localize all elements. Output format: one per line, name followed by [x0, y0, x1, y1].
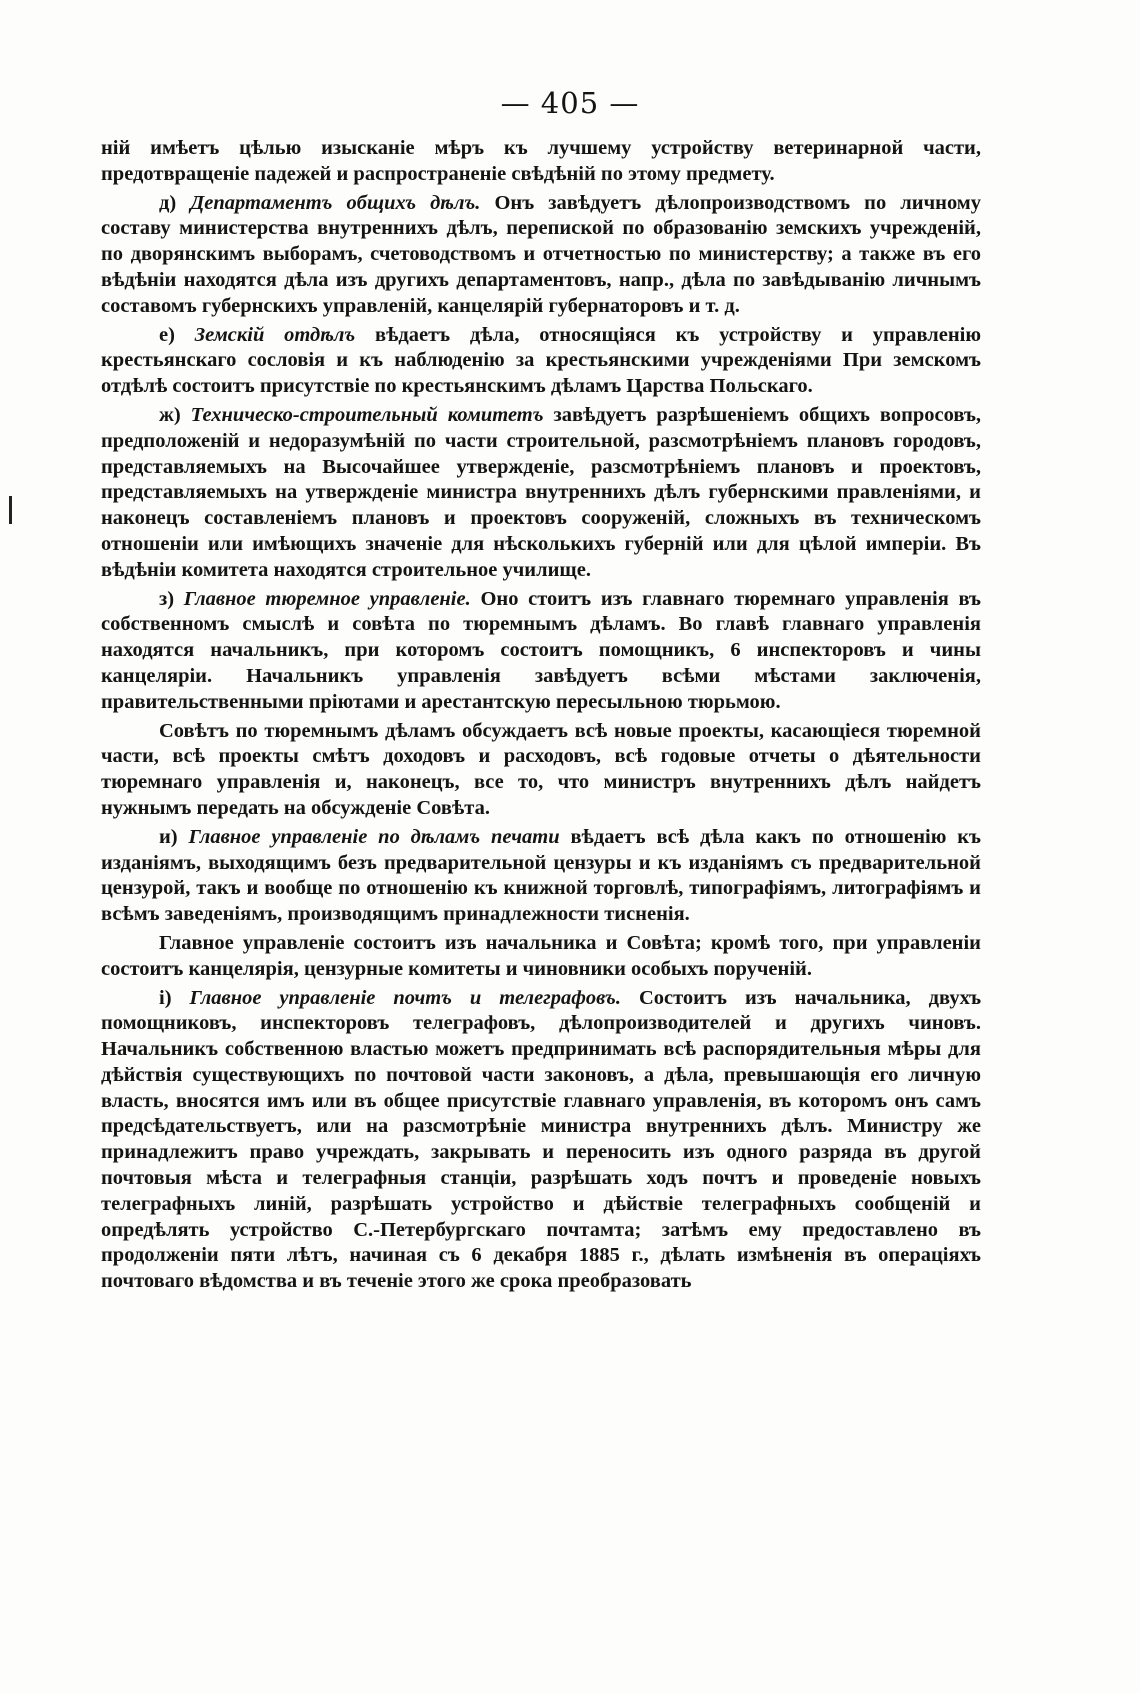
- paragraph-prison-council: [101, 719, 981, 822]
- paragraph-technical-committee: [101, 403, 981, 584]
- paragraph-heading: Главное тюремное управленіе.: [183, 587, 471, 610]
- page-number: — 405 —: [500, 86, 640, 120]
- paragraph-text: завѣдуетъ разрѣшеніемъ общихъ вопросовъ, предположеній и недоразумѣній по части строительной, разсмотрѣніемъ плановъ городовъ, представляемыхъ на Высочайшее утвержденіе, разсмотрѣніемъ плановъ и проектовъ, представляемыхъ на утвержденіе министра внутреннихъ дѣлъ губернскими правленіями, и наконецъ составленіемъ плановъ и проектовъ сооруженій, сложныхъ въ техническомъ отношеніи или имѣющихъ значеніе для нѣсколькихъ губерній или для цѣлой имперіи. Въ вѣдѣніи комитета находятся строительное училище.: [101, 403, 982, 581]
- paragraph-heading: Главное управленіе почтъ и телеграфовъ.: [189, 986, 621, 1009]
- paragraph-label: з): [159, 587, 175, 610]
- paragraph-heading: Земскій отдѣлъ: [194, 323, 356, 346]
- paragraph-text: Оно стоитъ изъ главнаго тюремнаго управленія въ собственномъ смыслѣ и совѣта по тюремнымъ дѣламъ. Во главѣ главнаго управленія находятся начальникъ, при которомъ состоитъ помощникъ, 6 инспекторовъ и чины канцеляріи. Начальникъ управленія завѣдуетъ всѣми мѣстами заключенія, правительственными пріютами и арестантскую пересыльною тюрьмою.: [101, 587, 981, 713]
- paragraph-label: е): [159, 323, 175, 346]
- paragraph-heading: Техническо-строительный комитетъ: [190, 403, 544, 426]
- paragraph-label: ж): [159, 403, 181, 426]
- paragraph-text: вѣдаетъ дѣла, относящіяся къ устройству и управленію крестьянскаго сословія и къ наблюденію за крестьянскими учрежденіями При земскомъ отдѣлѣ состоитъ присутствіе по крестьянскимъ дѣламъ Царства Польскаго.: [101, 323, 982, 398]
- paragraph: [101, 136, 981, 188]
- paragraph-label: д): [159, 191, 177, 214]
- paragraph-post-telegraph: [101, 986, 981, 1296]
- paragraph-prison-administration: [101, 587, 981, 716]
- body-text: [101, 136, 981, 1298]
- paragraph-zemsky-department: [101, 323, 981, 400]
- paragraph-label: и): [159, 825, 178, 848]
- paragraph-text: вѣдаетъ всѣ дѣла какъ по отношенію къ изданіямъ, выходящимъ безъ предварительной цензуры и къ изданіямъ съ предварительной цензурой, такъ и вообще по отношенію къ книжной торговлѣ, типографіямъ, литографіямъ и всѣмъ заведеніямъ, производящимъ принадлежности тисненія.: [101, 825, 981, 926]
- paragraph-press-composition: [101, 931, 981, 983]
- paragraph-department-general-affairs: [101, 191, 981, 320]
- paragraph-heading: Главное управленіе по дѣламъ печати: [188, 825, 560, 848]
- paragraph-label: і): [159, 986, 172, 1009]
- paragraph-heading: Департаментъ общихъ дѣлъ.: [190, 191, 481, 214]
- paragraph-text: Главное управленіе состоитъ изъ начальника и Совѣта; кромѣ того, при управленіи состоитъ канцелярія, цензурные комитеты и чиновники особыхъ порученій.: [101, 931, 981, 980]
- paragraph-press-administration: [101, 825, 981, 928]
- paragraph-text: Состоитъ изъ начальника, двухъ помощниковъ, инспекторовъ телеграфовъ, дѣлопроизводителей и другихъ чиновъ. Начальникъ собственною властью можетъ предпринимать всѣ распорядительныя мѣры для дѣйствія существующихъ по почтовой части законовъ, а дѣла, превышающія его личную власть, вносятся имъ или въ общее присутствіе главнаго управленія, въ которомъ онъ самъ предсѣдательствуетъ, или на разсмотрѣніе министра внутреннихъ дѣлъ. Министру же принадлежитъ право учреждать, закрывать и переносить изъ одного разряда въ другой почтовыя мѣста и телеграфныя станціи, разрѣшать ходъ почтъ и проведеніе новыхъ телеграфныхъ линій, разрѣшать устройство и дѣйствіе телеграфныхъ сообщеній и опредѣлять устройство С.-Петербургскаго почтамта; затѣмъ ему предоставлено въ продолженіи пяти лѣтъ, начиная съ 6 декабря 1885 г., дѣлать измѣненія въ операціяхъ почтоваго вѣдомства и въ теченіе этого же срока преобразовать: [101, 986, 982, 1293]
- margin-mark: [9, 496, 12, 524]
- paragraph-text: Онъ завѣдуетъ дѣлопроизводствомъ по личному составу министерства внутреннихъ дѣлъ, перепиской по образованію земскихъ учрежденій, по дворянскимъ выборамъ, счетоводствомъ и отчетностью по министерству; а также въ его вѣдѣніи находятся дѣла изъ другихъ департаментовъ, напр., дѣла по завѣдыванію личнымъ составомъ губернскихъ управленій, канцелярій губернаторовъ и т. д.: [101, 191, 982, 317]
- paragraph-text: ній имѣетъ цѣлью изысканіе мѣръ къ лучшему устройству ветеринарной части, предотвращеніе падежей и распространеніе свѣдѣній по этому предмету.: [101, 137, 981, 185]
- paragraph-text: Совѣтъ по тюремнымъ дѣламъ обсуждаетъ всѣ новые проекты, касающіеся тюремной части, всѣ проекты смѣтъ доходовъ и расходовъ, всѣ годовые отчеты о дѣятельности тюремнаго управленія и, наконецъ, все то, что министръ внутреннихъ дѣлъ найдетъ нужнымъ передать на обсужденіе Совѣта.: [101, 719, 981, 819]
